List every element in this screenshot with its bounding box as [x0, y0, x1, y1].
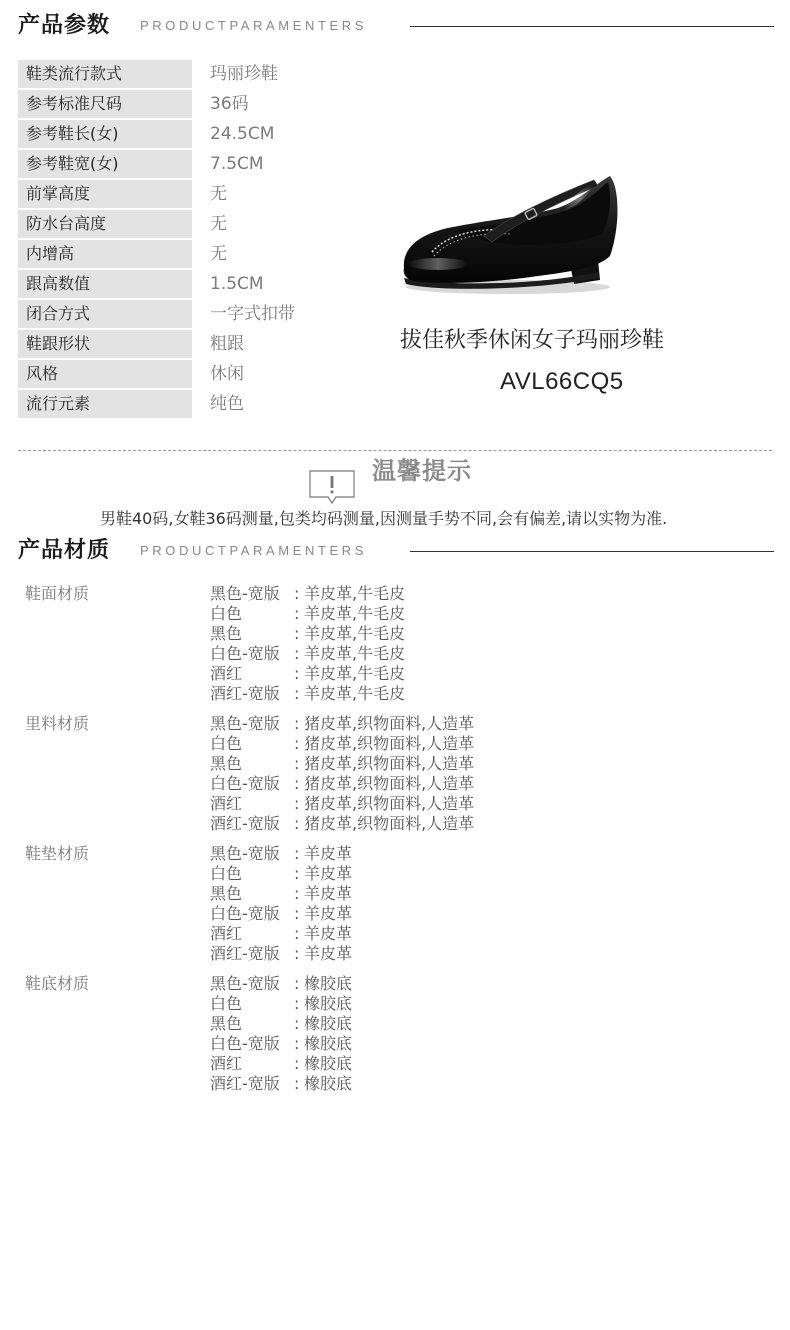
material-colon: :	[294, 794, 300, 813]
param-label: 内增高	[18, 240, 192, 268]
material-value: 羊皮革	[304, 924, 353, 943]
material-color: 黑色-宽版	[210, 974, 280, 993]
param-row	[18, 270, 378, 300]
material-line	[210, 924, 352, 944]
material-colon: :	[294, 814, 300, 833]
param-row	[18, 180, 378, 210]
material-value: 羊皮革,牛毛皮	[304, 644, 406, 663]
material-value: 猪皮革,织物面料,人造革	[304, 814, 475, 833]
materials-section-subtitle: PRODUCTPARAMENTERS	[140, 543, 368, 558]
material-colon: :	[294, 604, 300, 623]
shoe-product-image	[398, 168, 624, 298]
param-label: 前掌高度	[18, 180, 192, 208]
material-color: 黑色-宽版	[210, 844, 280, 863]
material-line	[210, 774, 474, 794]
tip-title: 温馨提示	[372, 457, 472, 485]
param-value: 一字式扣带	[210, 304, 295, 324]
material-line	[210, 644, 405, 664]
param-value: 1.5CM	[210, 274, 264, 294]
material-color: 白色-宽版	[210, 644, 280, 663]
material-line	[210, 994, 352, 1014]
material-line	[210, 974, 352, 994]
material-color: 黑色	[210, 624, 243, 643]
material-line	[210, 794, 474, 814]
param-value: 粗跟	[210, 334, 244, 354]
param-label: 鞋跟形状	[18, 330, 192, 358]
param-row	[18, 240, 378, 270]
param-row	[18, 60, 378, 90]
param-row	[18, 210, 378, 240]
material-value: 羊皮革,牛毛皮	[304, 684, 406, 703]
param-value: 无	[210, 244, 227, 264]
param-value: 纯色	[210, 394, 244, 414]
material-group	[25, 844, 765, 974]
material-color: 白色-宽版	[210, 774, 280, 793]
params-table	[18, 60, 378, 420]
param-value: 36码	[210, 94, 249, 114]
material-line	[210, 604, 405, 624]
material-line	[210, 734, 474, 754]
material-line	[210, 944, 352, 964]
product-name: 拔佳秋季休闲女子玛丽珍鞋	[400, 328, 665, 353]
material-line	[210, 664, 405, 684]
material-group	[25, 974, 765, 1104]
material-color: 白色	[210, 734, 243, 753]
material-group	[25, 584, 765, 714]
material-value: 羊皮革	[304, 884, 353, 903]
material-line	[210, 864, 352, 884]
param-label: 流行元素	[18, 390, 192, 418]
material-category: 鞋面材质	[25, 584, 90, 603]
material-colon: :	[294, 1074, 300, 1093]
material-colon: :	[294, 994, 300, 1013]
param-label: 风格	[18, 360, 192, 388]
material-value: 橡胶底	[304, 994, 353, 1013]
material-color: 白色-宽版	[210, 1034, 280, 1053]
material-colon: :	[294, 714, 300, 733]
material-line	[210, 884, 352, 904]
material-color: 酒红-宽版	[210, 944, 280, 963]
material-value: 羊皮革,牛毛皮	[304, 624, 406, 643]
param-label: 参考鞋宽(女)	[18, 150, 192, 178]
material-color: 黑色	[210, 884, 243, 903]
material-colon: :	[294, 864, 300, 883]
material-value: 羊皮革,牛毛皮	[304, 604, 406, 623]
material-color: 酒红	[210, 1054, 243, 1073]
param-row	[18, 120, 378, 150]
material-color: 酒红	[210, 924, 243, 943]
param-label: 参考标准尺码	[18, 90, 192, 118]
material-value: 羊皮革	[304, 844, 353, 863]
param-row	[18, 390, 378, 420]
material-value: 猪皮革,织物面料,人造革	[304, 774, 475, 793]
material-color: 酒红	[210, 794, 243, 813]
dashed-divider	[18, 450, 772, 451]
product-model: AVL66CQ5	[500, 368, 624, 395]
material-color: 酒红	[210, 664, 243, 683]
material-line	[210, 1074, 352, 1094]
param-value: 休闲	[210, 364, 244, 384]
material-category: 鞋底材质	[25, 974, 90, 993]
material-color: 酒红-宽版	[210, 684, 280, 703]
param-label: 闭合方式	[18, 300, 192, 328]
material-value: 羊皮革,牛毛皮	[304, 584, 406, 603]
material-colon: :	[294, 664, 300, 683]
material-color: 白色	[210, 604, 243, 623]
material-color: 白色	[210, 864, 243, 883]
material-value: 羊皮革	[304, 904, 353, 923]
material-value: 猪皮革,织物面料,人造革	[304, 734, 475, 753]
material-value: 猪皮革,织物面料,人造革	[304, 714, 475, 733]
materials-section-header	[18, 536, 774, 566]
material-line	[210, 1034, 352, 1054]
material-value: 羊皮革	[304, 864, 353, 883]
param-row	[18, 300, 378, 330]
material-color: 黑色-宽版	[210, 584, 280, 603]
material-colon: :	[294, 1034, 300, 1053]
material-colon: :	[294, 774, 300, 793]
params-section-title: 产品参数	[18, 13, 111, 38]
material-value: 橡胶底	[304, 1074, 353, 1093]
params-section-rule	[410, 26, 774, 27]
param-value: 无	[210, 184, 227, 204]
param-label: 跟高数值	[18, 270, 192, 298]
material-value: 羊皮革	[304, 944, 353, 963]
material-line	[210, 584, 405, 604]
material-colon: :	[294, 944, 300, 963]
material-line	[210, 684, 405, 704]
material-value: 羊皮革,牛毛皮	[304, 664, 406, 683]
material-line	[210, 714, 474, 734]
material-line	[210, 1054, 352, 1074]
material-colon: :	[294, 734, 300, 753]
material-value: 橡胶底	[304, 1034, 353, 1053]
material-color: 酒红-宽版	[210, 814, 280, 833]
material-category: 鞋垫材质	[25, 844, 90, 863]
param-row	[18, 360, 378, 390]
param-value: 无	[210, 214, 227, 234]
material-colon: :	[294, 1054, 300, 1073]
material-color: 黑色	[210, 754, 243, 773]
material-value: 猪皮革,织物面料,人造革	[304, 794, 475, 813]
material-color: 白色	[210, 994, 243, 1013]
material-colon: :	[294, 974, 300, 993]
material-value: 橡胶底	[304, 1054, 353, 1073]
material-colon: :	[294, 644, 300, 663]
materials-list	[25, 584, 765, 1104]
params-section-header	[18, 11, 774, 41]
material-line	[210, 1014, 352, 1034]
material-group	[25, 714, 765, 844]
tip-text: 男鞋40码,女鞋36码测量,包类均码测量,因测量手势不同,会有偏差,请以实物为准.	[100, 509, 668, 528]
param-row	[18, 150, 378, 180]
material-color: 酒红-宽版	[210, 1074, 280, 1093]
material-line	[210, 754, 474, 774]
params-section-subtitle: PRODUCTPARAMENTERS	[140, 18, 368, 33]
material-line	[210, 844, 352, 864]
materials-section-title: 产品材质	[18, 538, 111, 563]
param-row	[18, 90, 378, 120]
material-colon: :	[294, 584, 300, 603]
material-line	[210, 814, 474, 834]
material-line	[210, 624, 405, 644]
material-colon: :	[294, 924, 300, 943]
param-label: 参考鞋长(女)	[18, 120, 192, 148]
param-row	[18, 330, 378, 360]
material-colon: :	[294, 624, 300, 643]
exclamation-speech-bubble-icon	[308, 469, 356, 505]
materials-section-rule	[410, 551, 774, 552]
param-value: 玛丽珍鞋	[210, 64, 278, 84]
param-value: 24.5CM	[210, 124, 275, 144]
material-colon: :	[294, 844, 300, 863]
material-color: 黑色-宽版	[210, 714, 280, 733]
material-colon: :	[294, 684, 300, 703]
param-value: 7.5CM	[210, 154, 264, 174]
param-label: 防水台高度	[18, 210, 192, 238]
material-category: 里料材质	[25, 714, 90, 733]
material-value: 橡胶底	[304, 974, 353, 993]
material-line	[210, 904, 352, 924]
material-colon: :	[294, 904, 300, 923]
material-colon: :	[294, 1014, 300, 1033]
material-value: 猪皮革,织物面料,人造革	[304, 754, 475, 773]
material-value: 橡胶底	[304, 1014, 353, 1033]
material-colon: :	[294, 884, 300, 903]
param-label: 鞋类流行款式	[18, 60, 192, 88]
material-color: 黑色	[210, 1014, 243, 1033]
material-colon: :	[294, 754, 300, 773]
material-color: 白色-宽版	[210, 904, 280, 923]
